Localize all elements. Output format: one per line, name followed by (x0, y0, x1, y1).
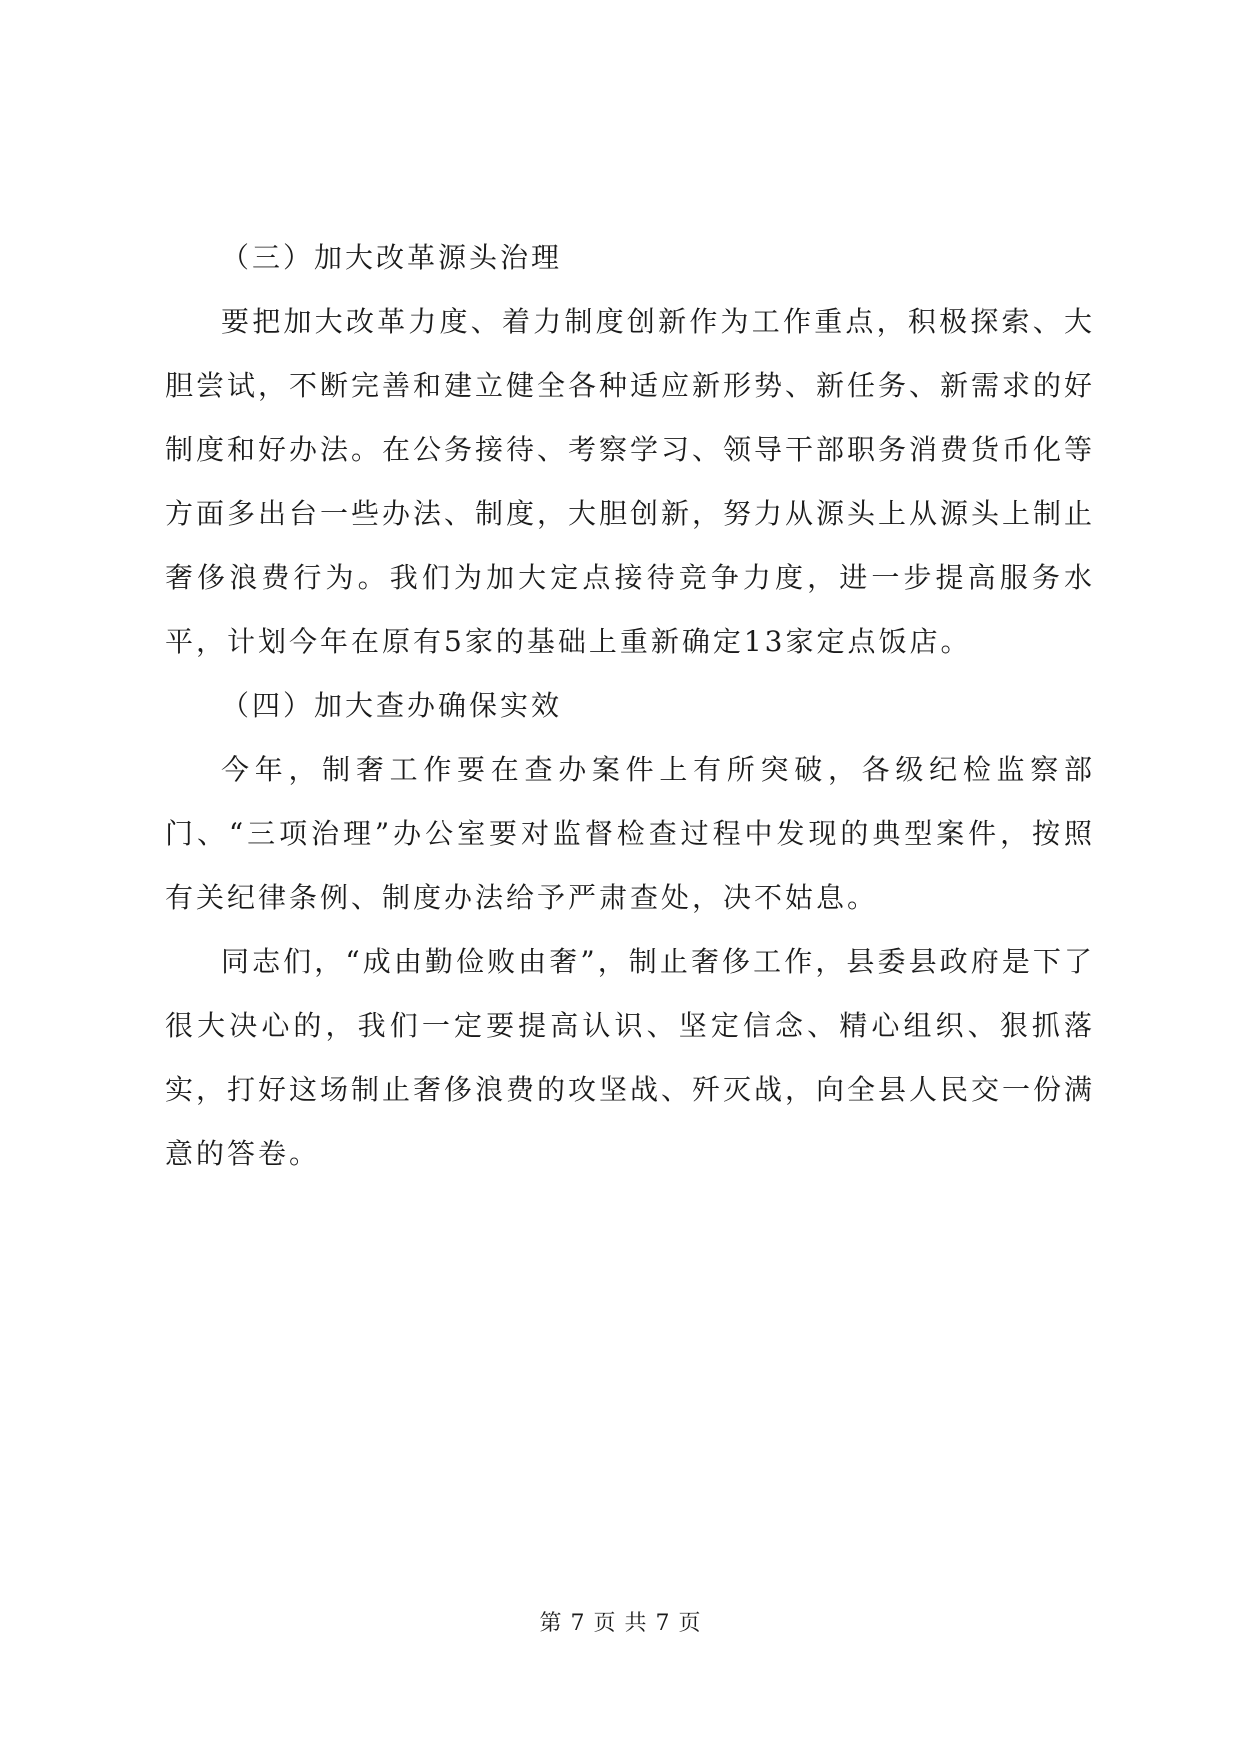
section-heading-4: （四）加大查办确保实效 (221, 689, 563, 722)
section-paragraph-4: 今年，制奢工作要在查办案件上有所突破，各级纪检监察部门、“三项治理”办公室要对监督检查过程中发现的典型案件，按照有关纪律条例、制度办法给予严肃查处，决不姑息。 (165, 753, 1095, 914)
section-heading-3: （三）加大改革源头治理 (221, 241, 563, 274)
section-paragraph-3: 要把加大改革力度、着力制度创新作为工作重点，积极探索、大胆尝试，不断完善和建立健全各种适应新形势、新任务、新需求的好制度和好办法。在公务接待、考察学习、领导干部职务消费货币化等方面多出台一些办法、制度，大胆创新，努力从源头上从源头上制止奢侈浪费行为。我们为加大定点接待竞争力度，进一步提高服务水平，计划今年在原有5家的基础上重新确定13家定点饭店。 (165, 305, 1096, 658)
document-body (165, 226, 1095, 1186)
page-number-footer: 第 7 页 共 7 页 (539, 1611, 702, 1636)
closing-paragraph: 同志们，“成由勤俭败由奢”，制止奢侈工作，县委县政府是下了很大决心的，我们一定要提高认识、坚定信念、精心组织、狠抓落实，打好这场制止奢侈浪费的攻坚战、歼灭战，向全县人民交一份满意的答卷。 (165, 945, 1096, 1170)
